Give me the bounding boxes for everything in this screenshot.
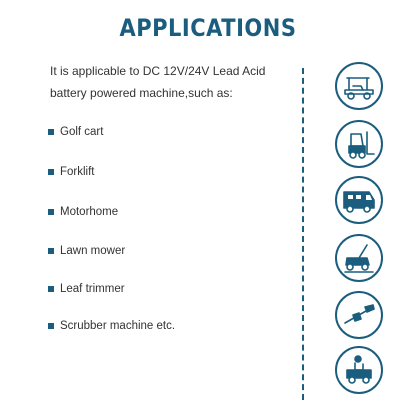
list-item-forklift <box>48 166 278 178</box>
square-bullet-icon <box>48 209 54 215</box>
motorhome-icon <box>335 176 383 224</box>
leaf-trimmer-icon <box>335 291 383 339</box>
dashed-divider <box>302 68 304 400</box>
square-bullet-icon <box>48 129 54 135</box>
page-title: APPLICATIONS <box>119 14 297 42</box>
list-item-label: Scrubber machine etc. <box>60 320 176 332</box>
square-bullet-icon <box>48 286 54 292</box>
forklift-icon <box>335 120 383 168</box>
list-item-lawn-mower <box>48 245 278 257</box>
list-item-scrubber-machine <box>48 320 278 332</box>
square-bullet-icon <box>48 169 54 175</box>
list-item-label: Motorhome <box>60 206 119 218</box>
lawn-mower-icon <box>335 234 383 282</box>
square-bullet-icon <box>48 323 54 329</box>
list-item-label: Forklift <box>60 166 95 178</box>
list-item-motorhome <box>48 206 278 218</box>
scrubber-machine-icon <box>335 346 383 394</box>
list-item-label: Lawn mower <box>60 245 126 257</box>
intro-text: It is applicable to DC 12V/24V Lead Acid battery powered machine,such as: <box>50 64 266 100</box>
list-item-label: Golf cart <box>60 126 104 138</box>
list-item-label: Leaf trimmer <box>60 283 125 295</box>
square-bullet-icon <box>48 248 54 254</box>
list-item-leaf-trimmer <box>48 283 278 295</box>
golf-cart-icon <box>335 62 383 110</box>
list-item-golf-cart <box>48 126 278 138</box>
icon-column <box>335 0 385 416</box>
